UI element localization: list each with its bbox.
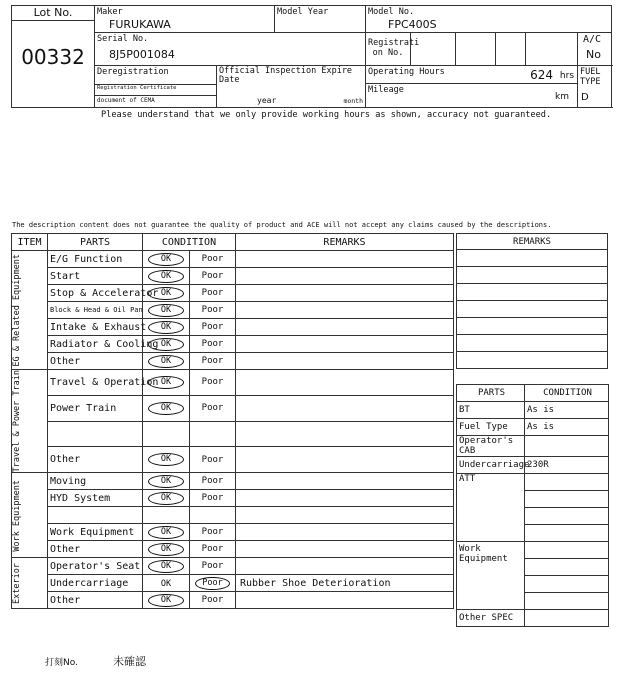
poor-cell [190,319,236,336]
remark-cell [236,285,454,302]
right-remark-row [457,335,608,352]
ok-mark: OK [148,560,184,573]
poor-cell [190,575,236,592]
table-row [12,302,454,319]
operating-hours-value: 624 [530,68,554,82]
ok-mark: OK [148,492,184,505]
uc-label: Undercarriage [457,457,525,474]
work-label: Work Equipment [457,542,525,610]
ok-mark: OK [148,253,184,266]
col-item: ITEM [12,234,48,251]
part-name: HYD System [48,490,143,507]
mileage-cell [366,84,578,108]
ok-cell [143,370,190,396]
att-row [525,508,609,525]
col-condition: CONDITION [143,234,236,251]
poor-cell [190,473,236,490]
ok-mark: OK [148,594,184,607]
ok-cell [143,541,190,558]
remark-cell [236,524,454,541]
work-row [525,593,609,610]
stamp-value: 未確認 [113,655,146,668]
remark-cell [236,370,454,396]
col-parts: PARTS [48,234,143,251]
registration-label: Registrati on No. [368,38,420,58]
att-label: ATT [457,474,525,542]
poor-cell [190,285,236,302]
maker-value: FURUKAWA [109,18,171,31]
poor-cell [190,370,236,396]
group-work [12,473,48,558]
table-row [12,319,454,336]
remark-cell [236,507,454,524]
right-col-parts: PARTS [457,385,525,402]
table-row [12,353,454,370]
att-row [525,474,609,491]
ok-mark: OK [148,270,184,283]
remark-cell [236,558,454,575]
remark-cell [236,395,454,421]
poor-cell [190,541,236,558]
group-travel [12,370,48,473]
cema-label: document of CEMA [95,95,216,104]
ok-mark: OK [148,287,184,300]
fuel-value: As is [525,419,609,436]
uc-value: 230R [525,457,609,474]
right-remarks-table [456,233,608,369]
ok-mark: OK [148,338,184,351]
ok-cell [143,353,190,370]
part-name: Start [48,268,143,285]
lot-label: Lot No. [12,6,94,21]
ac-label: A/C [582,34,602,45]
group-exterior [12,558,48,609]
condition-table [11,233,454,609]
poor-mark: Poor [201,527,224,538]
fuel-type-label: FUEL TYPE [580,67,601,87]
ok-mark: OK [148,304,184,317]
right-remark-row [457,284,608,301]
ok-mark: OK [148,453,184,466]
remark-cell [236,302,454,319]
work-row [525,576,609,593]
model-year-label: Model Year [277,7,329,17]
poor-cell [190,395,236,421]
year-label: year [257,96,277,105]
ok-mark: OK [148,321,184,334]
table-row [12,251,454,268]
poor-mark: Poor [201,339,224,349]
ok-mark: OK [148,376,184,389]
fuel-type-value: D [581,92,589,103]
table-row [12,541,454,558]
lot-number: 00332 [21,45,85,69]
poor-cell [190,507,236,524]
serial-label: Serial No. [97,34,149,44]
right-parts-table [456,384,609,627]
part-name: Moving [48,473,143,490]
table-row [12,447,454,473]
group-label: Work Equipment [12,479,22,552]
ok-mark: OK [148,526,184,539]
remark-cell: Rubber Shoe Deterioration [236,575,454,592]
other-spec-value [525,610,609,627]
att-row [525,491,609,508]
part-name: Radiator & Cooling [48,336,143,353]
ok-mark: OK [160,578,172,589]
remark-cell [236,251,454,268]
table-row [12,421,454,447]
poor-mark: Poor [201,271,224,281]
poor-cell [190,558,236,575]
poor-mark: Poor [201,254,224,264]
cab-value [525,436,609,457]
remark-cell [236,592,454,609]
ok-mark: OK [148,543,184,556]
model-no-label: Model No. [368,7,415,17]
part-name: Work Equipment [48,524,143,541]
bt-label: BT [457,402,525,419]
km-unit: km [555,92,570,102]
stamp-label: 打刻No. [45,658,78,668]
ok-cell [143,302,190,319]
ok-cell [143,575,190,592]
ok-cell [143,268,190,285]
model-no-value: FPC400S [388,18,437,31]
table-row [12,524,454,541]
ok-mark: OK [148,475,184,488]
table-row [12,575,454,592]
hrs-unit: hrs [559,71,575,81]
remark-cell [236,268,454,285]
poor-cell [190,302,236,319]
poor-cell [190,524,236,541]
remark-cell [236,353,454,370]
group-label: Travel & Power Train [12,370,22,473]
poor-mark: Poor [201,356,224,366]
poor-cell [190,336,236,353]
part-name: Power Train [48,395,143,421]
part-name: Travel & Operation [48,370,143,396]
poor-cell [190,421,236,447]
ok-cell [143,524,190,541]
right-remark-row [457,267,608,284]
registration-box-3 [496,33,526,66]
serial-value: 8J5P001084 [109,48,175,61]
poor-mark: Poor [201,561,224,572]
deregistration-label: Deregistration [97,67,169,77]
work-row [525,559,609,576]
deregistration-cell [95,66,217,84]
poor-cell [190,592,236,609]
table-row [12,336,454,353]
table-row [12,285,454,302]
fuel-type-cell [578,66,612,108]
part-name: Other [48,541,143,558]
ok-cell [143,421,190,447]
poor-cell [190,353,236,370]
poor-mark: Poor [201,288,224,298]
ok-cell [143,336,190,353]
poor-mark: Poor [201,476,224,487]
part-name: Operator's Seat [48,558,143,575]
poor-mark: Poor [201,305,224,315]
poor-mark: Poor [201,454,224,465]
part-name: Stop & Accelerator [48,285,143,302]
table-row [12,507,454,524]
ok-cell [143,507,190,524]
other-spec-label: Other SPEC [457,610,525,627]
work-row [525,542,609,559]
group-eg [12,251,48,370]
part-name: Other [48,592,143,609]
model-no-cell [366,6,612,33]
part-name: Intake & Exhaust [48,319,143,336]
part-name [48,421,143,447]
part-name [48,507,143,524]
remark-cell [236,421,454,447]
inspection-cell [217,66,366,108]
remark-cell [236,336,454,353]
poor-cell [190,251,236,268]
inspection-label: Official Inspection Expire Date [219,66,353,85]
serial-cell [95,33,366,66]
ok-cell [143,285,190,302]
model-year-cell [275,6,366,33]
table-row [12,558,454,575]
poor-cell [190,268,236,285]
poor-cell [190,447,236,473]
part-name: Other [48,447,143,473]
ok-mark: OK [148,355,184,368]
remark-cell [236,541,454,558]
maker-cell [95,6,275,33]
operating-hours-cell [366,66,578,84]
right-remark-row [457,301,608,318]
cert-cell [95,84,217,108]
registration-box-2 [456,33,496,66]
ok-cell [143,447,190,473]
remark-cell [236,490,454,507]
header-block [11,5,612,108]
poor-mark: Poor [201,322,224,332]
poor-mark: Poor [201,544,224,555]
ok-cell [143,251,190,268]
table-row [12,473,454,490]
right-remark-row [457,250,608,267]
table-row [12,490,454,507]
ok-cell [143,558,190,575]
right-remark-row [457,352,608,369]
poor-mark: Poor [201,595,224,606]
ok-cell [143,592,190,609]
hours-note: Please understand that we only provide working hours as shown, accuracy not guaranteed. [101,110,552,120]
table-row [12,268,454,285]
poor-cell [190,490,236,507]
table-row [12,592,454,609]
remark-cell [236,473,454,490]
ok-cell [143,319,190,336]
registration-cert-label: Registration Certificate [95,84,216,91]
part-name: Other [48,353,143,370]
col-remarks: REMARKS [236,234,454,251]
group-label: EG & Related Equipment [12,253,22,367]
att-row [525,525,609,542]
table-row [12,370,454,396]
mileage-label: Mileage [368,85,404,95]
ac-cell [578,33,612,66]
ok-mark: OK [148,402,184,415]
remark-cell [236,319,454,336]
poor-mark: Poor [195,577,229,590]
operating-hours-label: Operating Hours [368,67,445,77]
part-name: E/G Function [48,251,143,268]
poor-mark: Poor [201,403,224,414]
registration-box-4 [526,33,578,66]
poor-mark: Poor [201,377,224,388]
ok-cell [143,473,190,490]
registration-cell [366,33,420,66]
ok-cell [143,490,190,507]
group-label: Exterior [12,562,22,604]
ok-cell [143,395,190,421]
cab-label: Operator's CAB [457,436,525,457]
lot-cell [12,6,95,108]
right-remark-row [457,318,608,335]
maker-label: Maker [97,7,123,17]
part-name: Block & Head & Oil Pan [48,302,143,319]
table-row [12,395,454,421]
remark-cell [236,447,454,473]
part-name: Undercarriage [48,575,143,592]
disclaimer: The description content does not guarantee the quality of product and ACE will not accept any claims caused by the descriptions. [12,221,552,229]
poor-mark: Poor [201,493,224,504]
right-col-condition: CONDITION [525,385,609,402]
month-label: month [343,97,364,105]
fuel-label: Fuel Type [457,419,525,436]
right-remarks-title: REMARKS [457,234,608,250]
ac-value: No [586,48,602,61]
bt-value: As is [525,402,609,419]
